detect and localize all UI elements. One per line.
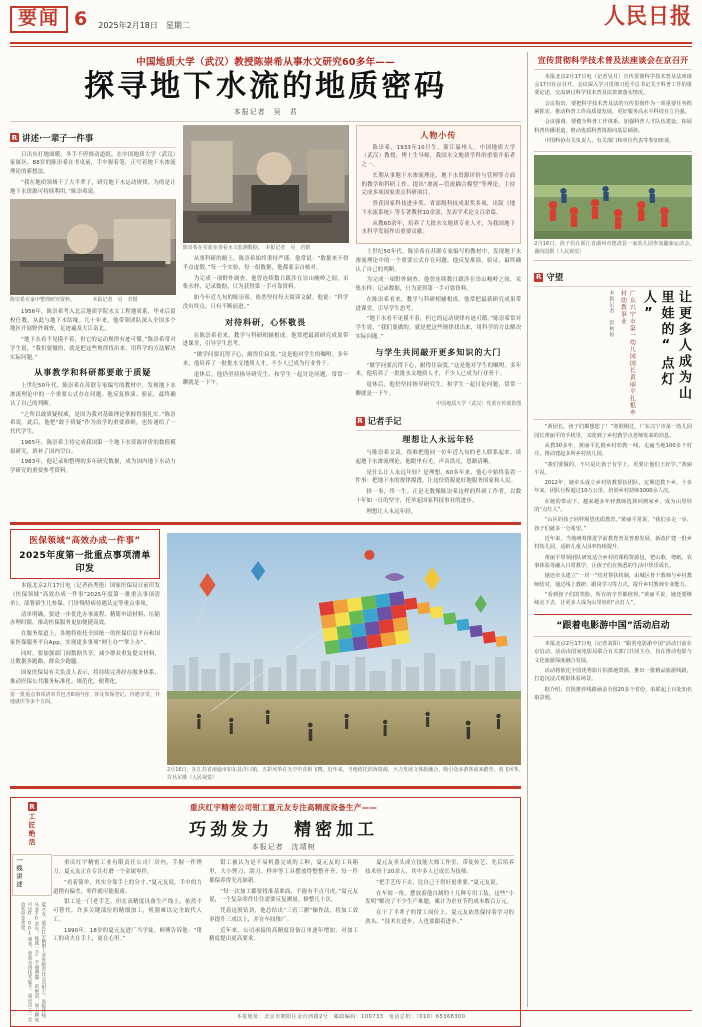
paragraph: 在陈崇希看来，教学与科研相辅相成。他常把最新研究成果带进课堂，引导学生思考。 bbox=[355, 296, 522, 312]
paragraph: 据介绍，首批推荐线路涵盖全国20多个省份，串联起上百处知名取景地。 bbox=[534, 686, 692, 701]
feature-headline: 让更多人成为山里娃的“点灯人” bbox=[640, 290, 691, 403]
craft-col-2 bbox=[209, 859, 358, 946]
paragraph: 2012年，她牵头成立乡村幼教帮扶团队，定期送教下乡。十多年来，团队行程超过10万公里，培训乡村幼师3000余人次。 bbox=[534, 480, 692, 495]
right-news2-headline: “跟着电影游中国”活动启动 bbox=[556, 620, 670, 631]
craft-tag-label: 工匠绝活 bbox=[27, 813, 36, 848]
right-news-1 bbox=[534, 52, 692, 148]
lead-col1-text bbox=[10, 151, 176, 197]
kite-photo-caption: 2月16日，在江苏省南通市如东县洋口镇，五彩风筝在天空中竞相飞舞。近年来，当地依托滨海资源，大力发展文体旅融合，吸引众多游客前来踏青、放飞风筝。 许丛军摄（人民视觉） bbox=[167, 767, 562, 781]
lead-col-1 bbox=[10, 125, 176, 519]
craft-section bbox=[10, 797, 521, 1027]
craft-tag bbox=[14, 802, 50, 847]
lead-sub-1: 从事教学和科研都要敢于质疑 bbox=[34, 368, 152, 378]
lead-col4-text bbox=[183, 332, 349, 389]
paragraph: 如今年近九旬的陈崇希，依然坚持每天阅读文献。他说：“科学没有终点，只有不断前进。” bbox=[182, 295, 349, 310]
person-profile-text bbox=[362, 144, 516, 238]
person-profile-box bbox=[356, 125, 522, 245]
paragraph: 本报北京2月17日电（记者刘阳）“跟着电影游中国”活动日前在京启动。活动由国家电影局联合有关部门共同主办，旨在推动电影与文化旅游深度融合发展。 bbox=[534, 641, 692, 664]
person-profile-title: 人物小传 bbox=[420, 130, 457, 140]
paragraph: 夏元友牵头成立技能大师工作室，带徒传艺，先后培养技术骨干20余人，其中多人已成长为技师。 bbox=[365, 860, 515, 875]
masthead-rule bbox=[10, 42, 692, 44]
divider bbox=[534, 151, 692, 152]
section-badge: 要闻 bbox=[10, 6, 68, 33]
paragraph: 上世纪50年代，陈崇希在苏联专家编写的教材中，发现地下水渗流理论中的一个重要公式存在问题。他反复推演、验证，最终确认了自己的判断。 bbox=[10, 383, 176, 407]
lead-col3-text bbox=[183, 255, 349, 312]
craft-side-note: 夏元友，重庆红宇精密工业有限责任公司钳工、高级技师。从业30余年，练就一手“手感测微”的绝活，加工精度可达0.001毫米。曾获全国技术能手、重庆市五一劳动奖章等荣誉。 bbox=[20, 902, 46, 1023]
paragraph: 与陈崇希交谈，很难把他同一位年近九旬的老人联系起来。谈起地下水渗流理论，他眼里有光，声音洪亮，思路清晰。 bbox=[355, 450, 522, 465]
paragraph: 钳工被认为是不易机器完成的工种，夏元友的工具箱里，大小锉刀、刮刀、样冲等工具摆放得整整齐齐，每一件都保养得光亮如新。 bbox=[209, 860, 359, 884]
paragraph: 为完成一项野外调查，他曾连续数日跋涉在崇山峻岭之间，采集水样、记录数据，只为获得第一手可靠资料。 bbox=[355, 277, 522, 292]
kite-festival-photo bbox=[167, 533, 521, 765]
page-footer: 本报地址：北京市朝阳区金台西路2号 邮政编码：100733 电话总机：（010）65368300 bbox=[10, 1010, 692, 1020]
craft-byline: 本报记者 沈靖树 bbox=[251, 843, 316, 852]
publication-date: 2025年2月18日 星期二 bbox=[98, 20, 190, 30]
paragraph: 1956年，陈崇希考入北京地质学院水文工程地质系，毕业后留校任教，从此与地下水结缘。几十年来，他带领团队深入全国多个地区开展野外调查，足迹遍及大江南北。 bbox=[10, 308, 176, 333]
paragraph: 在服务渠道上，各地将依托全国统一的医保信息平台和国家医保服务平台App，实现更多事项“网上办”“掌上办”。 bbox=[10, 631, 160, 646]
craft-col-1 bbox=[53, 859, 202, 946]
lead-byline: 本报记者 吴 君 bbox=[233, 107, 298, 116]
paragraph: 退休后，他仍坚持指导研究生，和学生一起讨论问题，常常一聊就是一下午。 bbox=[182, 371, 349, 387]
craft-shoulder: 重庆红宇精密公司钳工夏元友专注高精度设备生产—— bbox=[190, 803, 378, 813]
work-photo-caption: 陈崇希在实验室查看水文监测数据。 本报记者 吴 君摄 bbox=[182, 244, 311, 251]
divider bbox=[534, 614, 692, 615]
medical-headline-box bbox=[10, 529, 160, 579]
lead-col1-text-b bbox=[10, 308, 176, 363]
craft-rail bbox=[17, 802, 47, 1022]
lead-sub-2: 对待科研，心怀敬畏 bbox=[225, 317, 307, 327]
newspaper-logo: 人民日报 bbox=[604, 3, 692, 29]
lead-shoulder: 中国地质大学（武汉）教授陈崇希从事水文研究60多年—— bbox=[136, 56, 396, 68]
divider bbox=[534, 419, 692, 420]
paragraph: 会议指出，要把科学技术普及法的宣传贯彻作为一项重要任务抓紧抓实，推动科普工作高质量发展，更好服务高水平科技自立自强。 bbox=[534, 100, 692, 116]
feature-subtitle: 广东兴宁市第一幼儿园园长黄丽平扎根乡村幼教事业 bbox=[619, 290, 636, 417]
paragraph: “地下水看不见摸不着，但它的运动规律有迹可循。”陈崇希常对学生说，“我们要做的，就是把这些规律找出来，用科学的方法解决实际问题。” bbox=[355, 316, 522, 340]
craft-series-label: 一线讲述 bbox=[15, 857, 22, 890]
paragraph: 1990年，18岁的夏元友进厂当学徒。师傅告诉他：“钳工的功夫在手上，更在心里。” bbox=[53, 927, 203, 943]
right-news1-text bbox=[534, 73, 692, 146]
paragraph: 国家医保局有关负责人表示，将持续完善经办服务体系，推动医保公共服务标准化、规范化、便利化。 bbox=[10, 670, 160, 685]
paragraph: 1965年，陈崇希主持完成我国第一个地下水资源评价的数值模拟研究，填补了国内空白。 bbox=[10, 439, 176, 455]
masthead-rule-2 bbox=[10, 46, 692, 47]
divider bbox=[53, 855, 514, 856]
paragraph: 她还牵头建立“一对一”结对帮扶机制，由城区骨干教师与乡村教师结对，通过线上教研、跟岗学习等方式，提升乡村教师专业能力。 bbox=[534, 573, 692, 588]
note-title: 理想让人永远年轻 bbox=[402, 435, 475, 444]
masthead-left bbox=[10, 6, 190, 33]
paragraph: 择一事，终一生。正是无数像陈崇希这样的科研工作者，以数十年如一日的坚守，托举起国家科技事业的进步。 bbox=[355, 489, 522, 504]
paragraph: 在车间一角，摆放着他自制的十几种专用工装。这些“小发明”解决了不少生产难题，累计为企业节约成本数百万元。 bbox=[365, 890, 515, 906]
paragraph: “做学问要沉得下心，耐得住寂寞。”这是他对学生的嘱咐。多年来，他培养了一批批水文地质人才，不少人已成为行业骨干。 bbox=[182, 352, 349, 367]
paragraph: 从教30多年，黄丽平扎根乡村幼教一线，走遍当地100多个村庄，推动建起多所乡村幼儿园。 bbox=[534, 442, 692, 458]
medical-headline: 2025年度第一批重点事项清单印发 bbox=[19, 551, 151, 575]
paragraph: 活动将依托全国优秀影片拍摄地资源，推出一批精品旅游线路，打造沉浸式观影体验场景。 bbox=[534, 667, 692, 683]
r-mark-icon: R bbox=[29, 802, 35, 811]
right-news-2 bbox=[534, 618, 692, 705]
lead-col3-extra-b bbox=[356, 362, 522, 399]
paragraph: 1983年，他记录和整理的多年研究数据，成为国内地下水动力学研究的重要参考资料。 bbox=[10, 459, 176, 474]
section-divider-2 bbox=[10, 786, 521, 789]
right-news1-headline: 宣传贯彻科学技术普及法座谈会在京召开 bbox=[537, 54, 689, 65]
paragraph: “我们要做的，不只是让孩子有学上，更要让他们上好学。”黄丽平说。 bbox=[534, 461, 692, 476]
section-tag-narrative bbox=[10, 132, 93, 144]
medical-note: 第一批重点事项清单共包含8项内容，涉及参保登记、待遇享受、异地就医等多个方面。 bbox=[10, 689, 160, 707]
paragraph: 黄丽平带领团队研发适合乡村的课程资源包，把山歌、剪纸、农事体验等融入日常教学，让孩子们在熟悉的生活中快乐成长。 bbox=[534, 554, 692, 569]
lead-col-2 bbox=[183, 125, 349, 519]
right-photo-caption: 2月16日，孩子们在浙江省湖州市德清县一家幼儿园参加趣味运动会。 谢尚国摄（人民视觉） bbox=[534, 241, 702, 255]
paragraph: “做学问要沉得下心，耐得住寂寞。”这是他对学生的嘱咐。多年来，他培养了一批批水文地质人才，不少人已成为行业骨干。 bbox=[355, 362, 522, 378]
craft-body bbox=[53, 802, 514, 1022]
lead-sub-3: 与学生共同敲开更多知识的大门 bbox=[375, 347, 502, 357]
paragraph: 日出东打地面暖，冬手不停推动道纸。在中国地质大学（武汉）家属区，88岁的陈崇希在书桌前，手中握着笔，正写着地下水渗流理论的新想法。 bbox=[10, 151, 176, 175]
right-column bbox=[527, 52, 702, 1007]
note-tag-label: 记者手记 bbox=[367, 417, 402, 427]
divider bbox=[10, 121, 521, 122]
paragraph: 理想让人永远年轻。 bbox=[366, 508, 417, 515]
paragraph: 退休后，他仍坚持指导研究生，和学生一起讨论问题，常常一聊就是一下午。 bbox=[355, 382, 522, 397]
lead-story bbox=[10, 52, 521, 519]
paragraph: 中国科协有关负责人，有关部门和单位代表等参加座谈。 bbox=[544, 137, 675, 144]
photo-credit: 中国地质大学（武汉）党委宣传部供图 bbox=[436, 400, 522, 407]
section-tag-note bbox=[356, 415, 402, 427]
portrait-photo bbox=[10, 199, 176, 295]
paragraph: 同时，要加强部门间数据共享，减少群众重复提交材料，让数据多跑路、群众少跑腿。 bbox=[10, 650, 160, 666]
work-photo-graphic bbox=[183, 125, 349, 243]
paragraph: 在陈崇希看来，教学与科研相辅相成。他常把最新研究成果带进课堂，引导学生思考。 bbox=[182, 332, 349, 348]
paragraph: 在干了半辈子的钳工岗位上，夏元友依然保持着学习的劲头。“技术在进步，人也要跟着进步。” bbox=[365, 910, 515, 925]
paragraph: 本报北京2月17日电（记者孙秀艳）国家医保局日前印发《医保领域“高效办成一件事”2025年度第一批重点事项清单》，部署新生儿参保、门诊慢特病待遇认定等重点事项。 bbox=[10, 583, 160, 607]
paragraph: 在她的带动下，越来越多年轻教师选择回到家乡，成为山里娃的“点灯人”。 bbox=[534, 498, 692, 514]
r-mark-icon: R bbox=[11, 133, 18, 142]
kite-photo-block bbox=[167, 533, 562, 782]
work-photo bbox=[183, 125, 349, 243]
paragraph: 陈崇希，1933年10月生，浙江温州人。中国地质大学（武汉）教授、博士生导师，我国水文地质学科的重要开拓者之一。 bbox=[361, 144, 516, 168]
lead-columns bbox=[10, 125, 521, 519]
paragraph: “看到孩子们的笑脸，所有的辛苦都值得。”黄丽平说，她还要继续走下去，让更多人成为山里娃的“点灯人”。 bbox=[534, 591, 692, 607]
medical-text bbox=[10, 582, 160, 686]
lead-col3-extra bbox=[356, 248, 522, 342]
divider bbox=[534, 636, 692, 637]
paragraph: 近年来，公司承接的高精度设备订单逐年增加，对加工精度提出更高要求。 bbox=[209, 927, 359, 943]
tag-underline bbox=[356, 430, 522, 431]
paragraph: “地下水看不见摸不着，但它的运动规律有迹可循。”陈崇希常对学生说，“我们要做的，就是把这些规律找出来，用科学的方法解决实际问题。” bbox=[10, 337, 176, 361]
feature-byline: 本报记者 洪秋婷 bbox=[608, 290, 615, 339]
divider bbox=[534, 260, 692, 261]
r-mark-icon: R bbox=[357, 417, 363, 425]
kindergarten-photo bbox=[534, 155, 692, 239]
paragraph: “山区的孩子同样渴望优质教育。”黄丽平常说，“我们多走一步，孩子们就多一分希望。” bbox=[534, 517, 692, 532]
paragraph: “把手艺传下去，比自己干得好更重要。”夏元友说。 bbox=[376, 879, 502, 886]
paragraph: “黄园长，孩子们都想您了！”寒假刚过，广东兴宁市第一幼儿园园长黄丽平的手机里，又收到了乡村教学点老师发来的消息。 bbox=[534, 424, 692, 439]
paragraph: “看着简单，其实全靠手上的分寸。”夏元友说，手中的力道稍有偏差，零件就可能报废。 bbox=[53, 879, 203, 895]
paragraph: 曾获国家科技进步奖、省部级科技成果奖多项，出版《地下水流系统》等专著教材10余部，发表学术论文百余篇。 bbox=[361, 201, 516, 216]
photo-caption: 陈崇希在家中整理研究资料。 本报记者 吴 君摄 bbox=[10, 297, 138, 304]
craft-headline: 巧劲发力 精密加工 bbox=[189, 820, 379, 841]
paragraph: 从事科研的路上，陈崇希始终秉持严谨。他常说：“数据来不得半点虚假。”每一个实验、每一组数据，他都要亲自核对。 bbox=[182, 256, 349, 271]
section-tag-label: 讲述·一辈子一件事 bbox=[22, 133, 94, 144]
paragraph: “每一次加工都要找准基准面，不能有半点马虎。”夏元友说，一个复杂零件往往需要反复测量、修整几十次。 bbox=[209, 888, 359, 904]
lead-headline: 探寻地下水流的地质密码 bbox=[84, 68, 448, 104]
tag-underline bbox=[10, 147, 176, 148]
lead-col-3 bbox=[356, 125, 522, 519]
paragraph: 钳工是一门老手艺，但在高精度设备生产线上，依然不可替代。许多关键部位的精细加工，机器难以完全取代人工。 bbox=[53, 899, 203, 923]
paragraph: 上世纪50年代，陈崇希在苏联专家编写的教材中，发现地下水渗流理论中的一个重要公式存在问题。他反复推演、验证，最终确认了自己的判断。 bbox=[355, 249, 522, 273]
paragraph: 近年来，当地统筹推进学前教育普及普惠发展，新改扩建一批乡村幼儿园，适龄儿童入园率持续提升。 bbox=[534, 536, 692, 551]
craft-columns bbox=[53, 859, 514, 946]
paragraph: “我在地质领域干了大半辈子，研究地下水运动规律，为的是让地下水资源可持续利用。”陈崇希说。 bbox=[10, 179, 176, 195]
section-divider bbox=[10, 522, 521, 525]
paragraph: 清单明确，要进一步优化办事流程、精简申请材料、压缩办理时限，推动医保服务更加便捷高效。 bbox=[10, 611, 160, 627]
feature-tag-label: 守望 bbox=[546, 273, 564, 284]
feature-vertical-title-area bbox=[534, 290, 692, 416]
portrait-photo-graphic bbox=[10, 199, 176, 295]
craft-series-badge bbox=[12, 854, 52, 896]
paragraph: 是什么让人永远年轻？是理想。60多年来，他心中始终装着一件事：把地下水的规律摸透，让这份资源更好地服务国家和人民。 bbox=[355, 469, 522, 485]
feature-tag bbox=[534, 271, 563, 283]
r-mark-icon: R bbox=[536, 273, 542, 282]
paragraph: 会议强调，要健全科普工作体系，加强科普人才队伍建设，拓展科普传播渠道，推动优质科普资源向基层倾斜。 bbox=[534, 119, 692, 134]
page-number: 6 bbox=[74, 8, 88, 31]
paragraph: “之所以敢质疑权威，是因为我对基础理论掌握得很扎实。”陈崇希说。此后，他把“敢于质疑”作为治学的重要准则，也传递给了一代代学生。 bbox=[10, 411, 176, 435]
right-photo-block bbox=[534, 155, 702, 256]
paragraph: 为完成一项野外调查，他曾连续数日跋涉在崇山峻岭之间，采集水样、记录数据，只为获得第一手可靠资料。 bbox=[182, 275, 349, 291]
paragraph: 从教60余年，培养了大批水文地质专业人才，为我国地下水科学发展作出重要贡献。 bbox=[361, 220, 516, 236]
paragraph: 本报北京2月17日电（记者吴月）宣传贯彻科学技术普及法座谈会17日在京召开。会议深入学习贯彻习近平总书记关于科普工作的重要论述，交流研讨科学技术普及法贯彻落实情况。 bbox=[534, 73, 692, 97]
masthead bbox=[10, 3, 692, 40]
divider bbox=[534, 69, 692, 70]
medical-insurance-story bbox=[10, 529, 160, 782]
note-text bbox=[356, 449, 522, 516]
medical-tag: 医保领域“高效办成一件事” bbox=[29, 536, 141, 547]
craft-col-3 bbox=[365, 859, 514, 946]
paragraph: 重庆红宇精密工业有限责任公司厂房内，手握一件锉刀，夏元友正在专注打磨一个金属零件。 bbox=[53, 860, 203, 875]
paragraph: 长期从事地下水渗流理论、地下水资源评价与管理等方面的教学和科研工作。提出“渗流—管流耦合模型”等理论，主持完成多项国家重点科研项目。 bbox=[361, 172, 516, 197]
paragraph: 凭着这股钻劲，他总结出“三看三测”操作法，将加工效率提升三成以上，并在车间推广。 bbox=[209, 908, 359, 923]
tag-underline bbox=[534, 286, 692, 287]
right-feature bbox=[534, 264, 692, 609]
middle-band bbox=[10, 529, 562, 782]
feature-text bbox=[534, 423, 692, 607]
right-news2-text bbox=[534, 640, 692, 702]
lead-col2-text bbox=[10, 382, 176, 476]
